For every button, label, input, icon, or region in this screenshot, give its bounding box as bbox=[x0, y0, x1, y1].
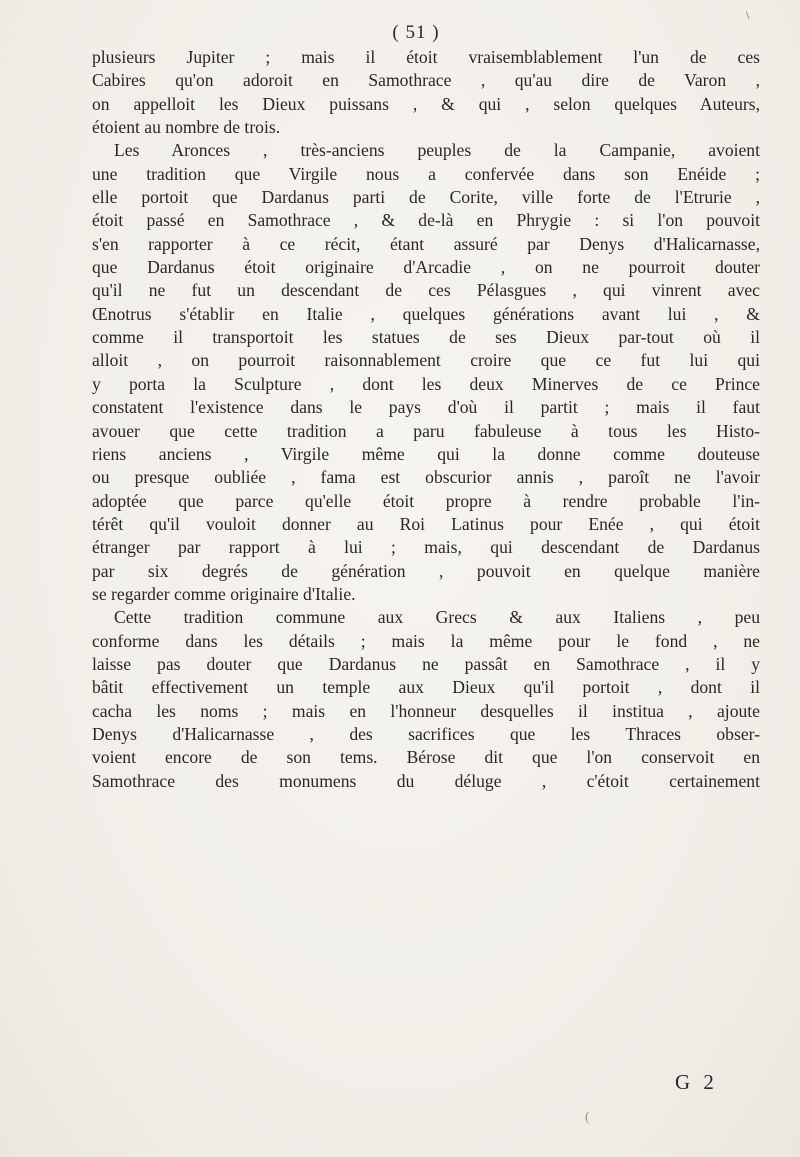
text-line: Denys d'Halicarnasse , des sacrifices que les Thraces obser- bbox=[92, 723, 760, 744]
text-line: Cabires qu'on adoroit en Samothrace , qu'au dire de Varon , bbox=[92, 70, 760, 91]
text-line: alloit , on pourroit raisonnablement croire que ce fut lui qui bbox=[92, 350, 760, 371]
text-line: cacha les noms ; mais en l'honneur desquelles il institua , ajoute bbox=[92, 700, 760, 721]
text-line: laisse pas douter que Dardanus ne passât en Samothrace , il y bbox=[92, 653, 760, 674]
text-line: ou presque oubliée , fama est obscurior annis , paroît ne l'avoir bbox=[92, 467, 760, 488]
page-number: ( 51 ) bbox=[392, 22, 440, 43]
text-line: une tradition que Virgile nous a confervée dans son Enéide ; bbox=[92, 163, 760, 184]
signature-mark: G 2 bbox=[675, 1070, 718, 1094]
text-line: y porta la Sculpture , dont les deux Minerves de ce Prince bbox=[92, 373, 760, 394]
text-line: Cette tradition commune aux Grecs & aux Italiens , peu bbox=[114, 607, 760, 628]
text-line: étranger par rapport à lui ; mais, qui descendant de Dardanus bbox=[92, 537, 760, 558]
text-line: voient encore de son tems. Bérose dit que l'on conservoit en bbox=[92, 747, 760, 768]
text-line: Les Aronces , très-anciens peuples de la Campanie, avoient bbox=[114, 140, 760, 161]
text-line: elle portoit que Dardanus parti de Corite, ville forte de l'Etrurie , bbox=[92, 187, 760, 208]
text-line: constatent l'existence dans le pays d'où il partit ; mais il faut bbox=[92, 397, 760, 418]
text-line: que Dardanus étoit originaire d'Arcadie , on ne pourroit douter bbox=[92, 257, 760, 278]
bottom-mark: ( bbox=[585, 1110, 590, 1125]
text-line: comme il transportoit les statues de ses Dieux par-tout où il bbox=[92, 327, 760, 348]
text-line: plusieurs Jupiter ; mais il étoit vraisemblablement l'un de ces bbox=[92, 47, 760, 67]
text-line: conforme dans les détails ; mais la même pour le fond , ne bbox=[92, 630, 760, 651]
text-line: avouer que cette tradition a paru fabuleuse à tous les Histo- bbox=[92, 420, 760, 441]
body-text bbox=[92, 46, 760, 793]
text-line: térêt qu'il vouloit donner au Roi Latinus pour Enée , qui étoit bbox=[92, 513, 760, 534]
text-line: Œnotrus s'établir en Italie , quelques générations avant lui , & bbox=[92, 303, 760, 324]
text-line: s'en rapporter à ce récit, étant assuré par Denys d'Halicarnasse, bbox=[92, 233, 760, 254]
text-line: Samothrace des monumens du déluge , c'étoit certainement bbox=[92, 770, 760, 791]
text-line: riens anciens , Virgile même qui la donne comme douteuse bbox=[92, 443, 760, 464]
corner-mark: \ bbox=[746, 8, 750, 22]
text-line: adoptée que parce qu'elle étoit propre à rendre probable l'in- bbox=[92, 490, 760, 511]
text-line: se regarder comme originaire d'Italie. bbox=[92, 583, 356, 604]
text-line: étoit passé en Samothrace , & de-là en Phrygie : si l'on pouvoit bbox=[92, 210, 760, 231]
text-line: étoient au nombre de trois. bbox=[92, 117, 281, 138]
text-line: bâtit effectivement un temple aux Dieux qu'il portoit , dont il bbox=[92, 677, 760, 698]
text-line: par six degrés de génération , pouvoit en quelque manière bbox=[92, 560, 760, 581]
text-line: qu'il ne fut un descendant de ces Pélasgues , qui vinrent avec bbox=[92, 280, 760, 301]
text-line: on appelloit les Dieux puissans , & qui , selon quelques Auteurs, bbox=[92, 93, 760, 114]
